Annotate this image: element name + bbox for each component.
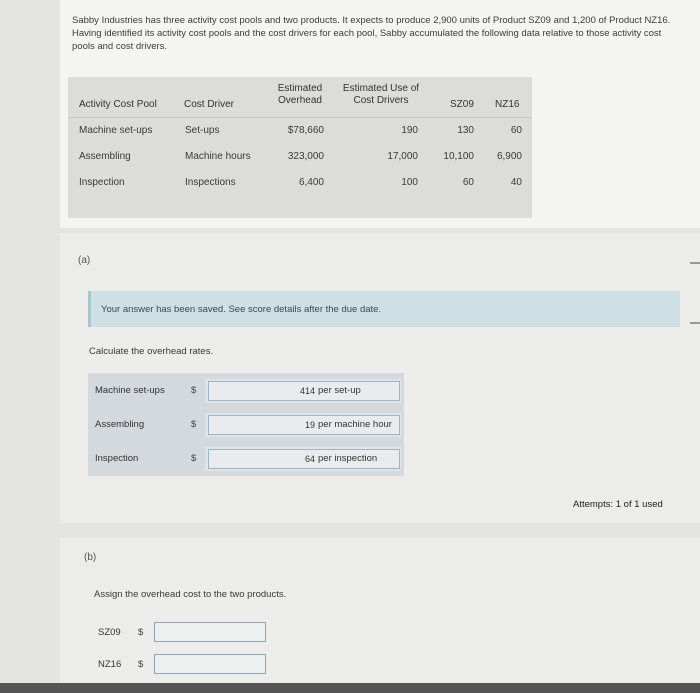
row-assembling-nz16: 6,900 bbox=[496, 151, 522, 162]
rate-label: Assembling bbox=[95, 419, 145, 430]
currency-symbol: $ bbox=[191, 385, 197, 396]
row-machine-setups-sz09: 130 bbox=[457, 125, 474, 136]
part-b-label: (b) bbox=[84, 552, 97, 563]
row-inspection-sz09: 60 bbox=[462, 177, 474, 188]
row-assembling-overhead: 323,000 bbox=[287, 151, 324, 162]
row-inspection-overhead: 6,400 bbox=[298, 177, 324, 188]
problem-description: Sabby Industries has three activity cost pools and two products. It expects to produce 2,900 units of Product SZ09 and 1,200 of Product NZ16. Having identified its activity cost pools and the cost drivers for each pool, Sabby accumulated the following data relative to those activity cost pools and cost drivers. bbox=[72, 15, 671, 52]
rate-unit: per machine hour bbox=[318, 419, 392, 430]
row-machine-setups-overhead: $78,660 bbox=[287, 125, 324, 136]
row-inspection-use: 100 bbox=[401, 177, 418, 188]
machine-setups-rate-input[interactable] bbox=[208, 381, 400, 401]
sz09-overhead-input[interactable] bbox=[154, 622, 266, 642]
currency-symbol: $ bbox=[138, 659, 144, 670]
rate-row-inspection bbox=[88, 443, 404, 475]
row-machine-setups-nz16: 60 bbox=[510, 125, 522, 136]
header-activity-cost-pool: Activity Cost Pool bbox=[79, 99, 157, 110]
product-label: NZ16 bbox=[98, 659, 122, 670]
header-sz09: SZ09 bbox=[450, 99, 474, 110]
rate-label: Inspection bbox=[95, 453, 139, 464]
row-assembling-driver: Machine hours bbox=[185, 151, 251, 162]
attempts-counter: Attempts: 1 of 1 used bbox=[573, 499, 663, 510]
row-machine-setups-use: 190 bbox=[401, 125, 418, 136]
rate-label: Machine set-ups bbox=[95, 385, 165, 396]
input-wrapper bbox=[205, 379, 401, 403]
assign-row-sz09 bbox=[98, 622, 278, 644]
row-machine-setups-driver: Set-ups bbox=[185, 125, 220, 136]
activity-cost-table bbox=[68, 77, 532, 218]
row-assembling-sz09: 10,100 bbox=[443, 151, 474, 162]
bottom-edge bbox=[0, 683, 700, 693]
row-machine-setups-pool: Machine set-ups bbox=[79, 125, 153, 136]
currency-symbol: $ bbox=[138, 627, 144, 638]
header-cost-driver: Cost Driver bbox=[184, 99, 235, 110]
part-a-label: (a) bbox=[78, 255, 91, 266]
row-inspection-pool: Inspection bbox=[79, 177, 125, 188]
row-inspection-nz16: 40 bbox=[510, 177, 522, 188]
rate-row-assembling bbox=[88, 409, 404, 441]
rate-row-machine-setups bbox=[88, 375, 404, 407]
row-inspection-driver: Inspections bbox=[185, 177, 236, 188]
divider-mark bbox=[690, 322, 700, 324]
part-a-instruction: Calculate the overhead rates. bbox=[89, 346, 214, 357]
rate-unit: per inspection bbox=[318, 453, 378, 464]
row-assembling-use: 17,000 bbox=[387, 151, 418, 162]
part-b-instruction: Assign the overhead cost to the two products. bbox=[94, 589, 287, 600]
row-assembling-pool: Assembling bbox=[79, 151, 131, 162]
currency-symbol: $ bbox=[191, 453, 197, 464]
product-label: SZ09 bbox=[98, 627, 121, 638]
saved-message-banner: Your answer has been saved. See score details after the due date. bbox=[88, 291, 680, 327]
header-estimated-use: Estimated Use of Cost Drivers bbox=[342, 83, 420, 106]
assign-row-nz16 bbox=[98, 654, 278, 676]
nz16-overhead-input[interactable] bbox=[154, 654, 266, 674]
rate-unit: per set-up bbox=[318, 385, 361, 396]
table-divider bbox=[68, 117, 532, 118]
divider-mark bbox=[690, 262, 700, 264]
header-nz16: NZ16 bbox=[495, 99, 520, 110]
currency-symbol: $ bbox=[191, 419, 197, 430]
overhead-rates-panel bbox=[88, 373, 404, 476]
header-estimated-overhead: Estimated Overhead bbox=[277, 83, 323, 106]
